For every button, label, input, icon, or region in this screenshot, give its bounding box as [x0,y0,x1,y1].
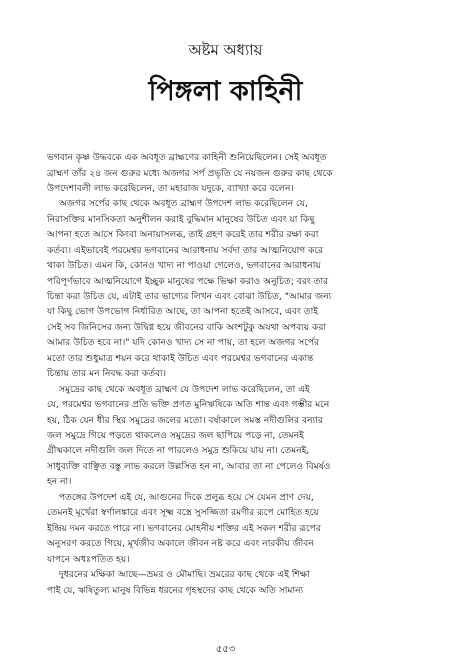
text-line: অনুসরণ করতে গিয়ে, মূর্খজীব অকালে জীবন নষ্ট করে এবং নারকীয় জীবন [47,539,314,549]
text-line: চিন্তায় তার মন নিবদ্ধ করা কর্তব্য। [47,369,167,379]
text-line: থাকা উচিত। এমন কি, কোনও খাদ্য না পাওয়া গেলেও, ভগবানের আরাধনায় [47,261,321,271]
text-line: ভগবান কৃষ্ণ উদ্ধবকে এক অবধূত ব্রাহ্মণের কাহিনী শুনিয়েছিলেন। সেই অবধূত [47,153,327,163]
text-line: যাপনে অধঃপতিত হয়। [47,555,130,565]
text-line: হয়, ঠিক যেন ধীর স্থির সমুদ্রের জলের মতো। বর্ষাকালে সমস্ত নদীগুলির বন্যার [47,416,323,426]
text-line: সাধুব্যক্তি বাঞ্ছিত বস্তু লাভ করলে উল্লসিত হন না, আবার তা না পেলেও বিমর্ষও [47,462,331,472]
text-line: যে, পরমেশ্বর ভগবানের প্রতি ভক্তি প্রণত মুনিঋষিকে অতি শান্ত এবং গম্ভীর মনে [47,400,330,410]
text-line: পাই যে, ঋষিতুল্য মানুষ বিভিন্ন ধরনের গৃহস্থদের কাছ থেকে অতি সামান্য [47,586,304,596]
text-line: কর্তব্য। এইভাবেই পরমেশ্বর ভগবানের আরাধনায় সর্বদা তার আত্মনিয়োগ করে [47,246,324,256]
text-line: আমার উচিত হবে না।" যদি কোনও খাদ্য সে না পায়, তা হলে অজগর সর্পের [47,338,320,348]
text-line: যা কিছু ভোগ উপভোগ নির্ধারিত আছে, তা আপনা হতেই আসবে, এবং তাই [47,307,318,317]
text-line: দুধরনের মক্ষিকা আছে—ভ্রমর ও মৌমাছি। ভ্রমরের কাছ থেকে এই শিক্ষা [59,570,310,580]
text-line: গ্রীষ্মকালে নদীগুলি জল দিতে না পারলেও সমুদ্র শুকিয়ে যায় না। তেমনই, [47,446,310,456]
text-line: সেই সব জিনিসের জন্য উদ্বিগ্ন হয়ে জীবনের বাকি অংশটুকু অযথা অপব্যয় করা [47,323,327,333]
text-line: চিন্তা করা উচিত যে, এটাই তার ভাগ্যের লিখন এবং বোঝা উচিত, "আমার জন্য [47,292,332,302]
chapter-title: পিঙ্গলা কাহিনী [148,76,303,107]
text-line: অজগর সর্পের কাছ থেকে অবধূত ব্রাহ্মণ উপদেশ লাভ করেছিলেন যে, [59,199,308,209]
chapter-heading: অষ্টম অধ্যায় [188,41,263,59]
page-number: ৫৫৩ [215,644,236,655]
text-line: জল সমুদ্রে গিয়ে পড়তে থাকলেও সমুদ্রের জল ছাপিয়ে পড়ে না, তেমনই [47,431,304,441]
text-line: হন না। [47,477,72,487]
text-line: উপদেশাবলী লাভ করেছিলেন, তা মহারাজ যদুকে, ব্যাখ্যা করে বলেন। [47,184,294,194]
text-line: নিরাসক্তির মানসিকতা অনুশীলন করাই বুদ্ধিমান মানুষের উচিত এবং যা কিছু [47,215,315,225]
text-line: তেমনই মূর্খেরা স্বর্ণালঙ্কারে এবং সূক্ষ্ম বস্ত্রে সুসজ্জিতা রমণীর রূপে মোহিত হয়ে [47,508,319,518]
text-line: পরিপূর্ণভাবে আত্মনিয়োগে ইচ্ছুক মানুষের পক্ষে ভিক্ষা করাও অনুচিত; বরং তার [47,277,329,287]
text-line: সমুদ্রের কাছ থেকে অবধূত ব্রাহ্মণ যে উপদেশ লাভ করেছিলেন, তা এই [59,385,310,395]
text-line: ইন্দ্রিয় দমন করতে পারে না। ভগবানের মোহনীয় শক্তির এই সকল শরীর রূপের [47,524,321,534]
text-line: আপনা হতে আসে কিংবা অনায়াসলব্ধ, তাই গ্রহণ করেই তার শরীর রক্ষা করা [47,230,319,240]
text-line: মতো তার শুধুমাত্র শয়ন করে থাকাই উচিত এবং পরমেশ্বর ভগবানের একান্ত [47,354,314,364]
text-line: পতঙ্গের উপদেশ এই যে, আগুনের দিকে প্রলুব্ধ হয়ে সে যেমন প্রাণ দেয়, [59,493,314,503]
text-line: ব্রাহ্মণ তাঁর ২৪ জন গুরুর মধ্যে অজগর সর্প প্রভৃতি যে নয়জন গুরুর কাছ থেকে [47,169,333,179]
